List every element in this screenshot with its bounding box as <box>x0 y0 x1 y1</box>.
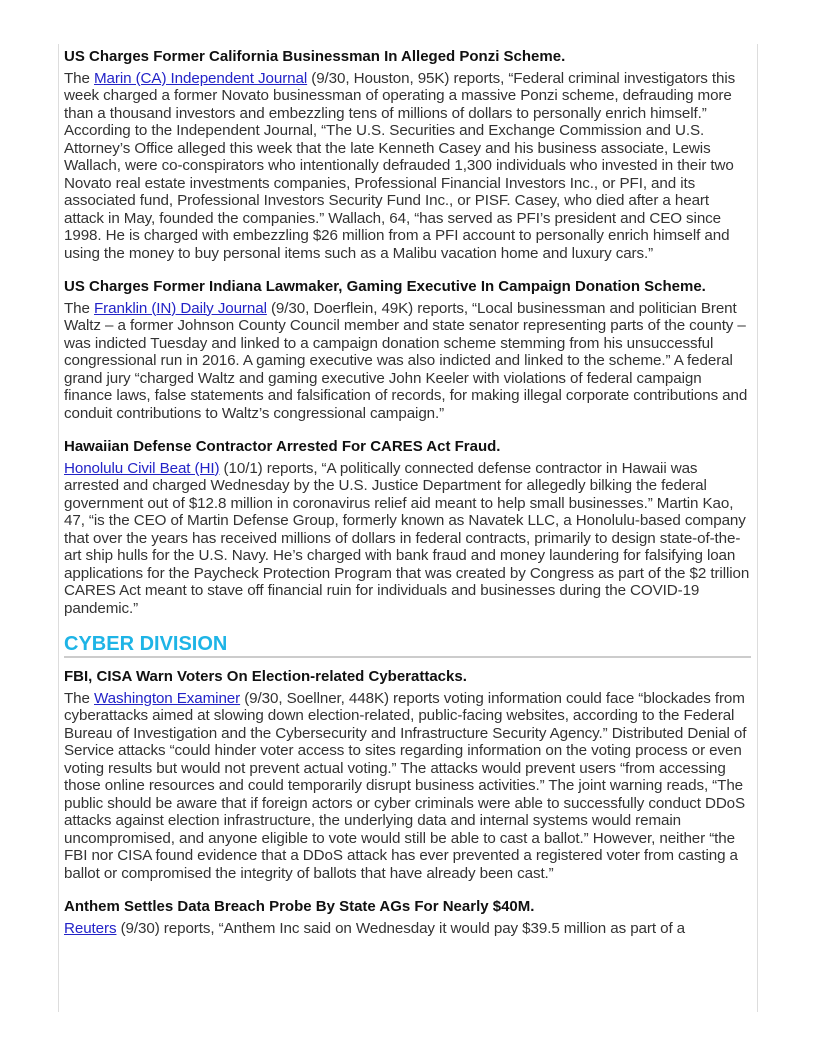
article-headline: Hawaiian Defense Contractor Arrested For CARES Act Fraud. <box>64 438 501 455</box>
article-headline: US Charges Former California Businessman In Alleged Ponzi Scheme. <box>64 48 566 65</box>
article-body: The Marin (CA) Independent Journal (9/30, Houston, 95K) reports, “Federal criminal investigators this week charged a former Novato businessman of operating a massive Ponzi scheme, defrauding more than a thousand investors and embezzling tens of millions of dollars to personally enrich himself.” According to the Independent Journal, “The U.S. Securities and Exchange Commission and U.S. Attorney’s Office alleged this week that the late Kenneth Casey and his business associate, Lewis Wallach, were co-conspirators who intentionally defrauded 1,300 individuals who invested in their two Novato real estate investments companies, Professional Financial Investors Inc., or PFI, and its associated fund, Professional Investors Security Fund Inc., or PISF. Casey, who died after a heart attack in May, founded the companies.” Wallach, 64, “has served as PFI’s president and CEO since 1998. He is charged with embezzling $26 million from a PFI account to personally enrich himself and using the money to buy personal items such as a Malibu vacation home and luxury cars.” <box>64 69 736 262</box>
article-headline: Anthem Settles Data Breach Probe By State AGs For Nearly $40M. <box>64 898 535 915</box>
newsletter-content <box>58 44 758 1012</box>
article <box>64 898 751 937</box>
section-heading-cyber-division: CYBER DIVISION <box>64 633 751 658</box>
source-link[interactable]: Washington Examiner <box>94 689 241 707</box>
article <box>64 278 751 422</box>
article-headline: FBI, CISA Warn Voters On Election-related Cyberattacks. <box>64 668 467 685</box>
article-body: The Washington Examiner (9/30, Soellner, 448K) reports voting information could face “blockades from cyberattacks aimed at slowing down election-related, public-facing websites, according to the Federal Bureau of Investigation and the Cybersecurity and Infrastructure Security Agency.” Distributed Denial of Service attacks “could hinder voter access to sites regarding information on the voting process or even voting results but would not prevent actual voting.” The attacks would prevent users “from accessing those online resources and could temporarily disrupt business activities.” The joint warning reads, “The public should be aware that if foreign actors or cyber criminals were able to successfully conduct DDoS attacks against election infrastructure, the underlying data and internal systems would remain uncompromised, and anyone eligible to vote would still be able to cast a ballot.” However, neither “the FBI nor CISA found evidence that a DDoS attack has ever prevented a registered voter from casting a ballot or compromised the integrity of ballots that have already been cast.” <box>64 689 747 882</box>
article <box>64 668 751 882</box>
source-link[interactable]: Franklin (IN) Daily Journal <box>94 299 267 317</box>
article <box>64 48 751 262</box>
article <box>64 438 751 617</box>
article-body: Reuters (9/30) reports, “Anthem Inc said on Wednesday it would pay $39.5 million as part of a <box>64 919 686 937</box>
article-body: Honolulu Civil Beat (HI) (10/1) reports, “A politically connected defense contractor in Hawaii was arrested and charged Wednesday by the U.S. Justice Department for allegedly bilking the federal government out of $12.8 million in coronavirus relief aid meant to help small businesses.” Martin Kao, 47, “is the CEO of Martin Defense Group, formerly known as Navatek LLC, a Honolulu-based company that over the years has received millions of dollars in federal contracts, primarily to design state-of-the-art ship hulls for the U.S. Navy. He’s charged with bank fraud and money laundering for falsifying loan applications for the Paycheck Protection Program that was created by Congress as part of the $2 trillion CARES Act meant to stave off financial ruin for individuals and businesses during the COVID-19 pandemic.” <box>64 459 750 617</box>
source-link[interactable]: Honolulu Civil Beat (HI) <box>64 459 220 477</box>
source-link[interactable]: Marin (CA) Independent Journal <box>94 69 308 87</box>
source-link[interactable]: Reuters <box>64 919 117 937</box>
article-body: The Franklin (IN) Daily Journal (9/30, Doerflein, 49K) reports, “Local businessman and politician Brent Waltz – a former Johnson County Council member and state senator representing parts of the county – was indicted Tuesday and linked to a campaign donation scheme stemming from his unsuccessful congressional run in 2016. A gaming executive was also indicted and linked to the scheme.” A federal grand jury “charged Waltz and gaming executive John Keeler with violations of federal campaign finance laws, false statements and falsification of records, for making illegal corporate contributions and conduit contributions to Waltz’s congressional campaign.” <box>64 299 748 422</box>
article-headline: US Charges Former Indiana Lawmaker, Gaming Executive In Campaign Donation Scheme. <box>64 278 706 295</box>
